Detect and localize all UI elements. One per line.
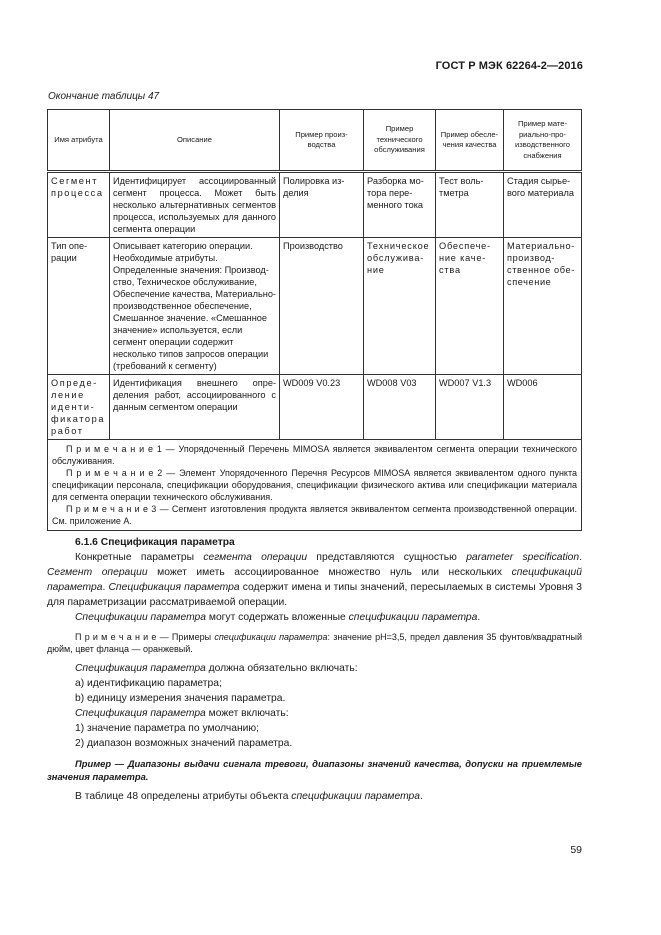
table-header-row <box>48 110 582 172</box>
cell-attribute-name: Определение идентификатора работ <box>48 375 110 440</box>
cell-attribute-name: Сегмент процесса <box>48 172 110 238</box>
col-header-description: Описание <box>110 110 280 172</box>
cell-description: Идентифицирует ассоциированный сегмент процесса. Может быть несколько альтернативных сегментов процесса, используемых для данного сегмента операции <box>110 172 280 238</box>
cell-description: Описывает категорию операции. Необходимые атрибуты. Определенные значения: Производство, Техническое обслуживание, Обеспечение качества, Материально-производственное обеспечение, Смешанное значение. «Смешанное значение» используется, если сегмент операции содержит несколько типов запросов операции (требований к сегменту) <box>110 238 280 375</box>
cell-attribute-name: Тип операции <box>48 238 110 375</box>
cell-maintenance: WD008 V03 <box>364 375 436 440</box>
table-row <box>48 172 582 238</box>
col-header-production-example: Пример производства <box>280 110 364 172</box>
col-header-attribute-name: Имя атрибута <box>48 110 110 172</box>
col-header-inventory-example: Пример материально-производственного снабжения <box>504 110 582 172</box>
table-row <box>48 238 582 375</box>
example-text: Пример — Диапазоны выдачи сигнала тревоги, диапазоны значений качества, допуски на приемлемые значения параметра. <box>47 758 582 782</box>
paragraph-4: Спецификация параметра может включать: <box>75 708 289 719</box>
attributes-table <box>47 109 582 531</box>
table-caption: Окончание таблицы 47 <box>48 91 160 102</box>
list-item: 2) диапазон возможных значений параметра. <box>75 738 293 749</box>
table-notes <box>48 440 582 531</box>
document-code: ГОСТ Р МЭК 62264-2—2016 <box>435 60 583 72</box>
note-1 <box>52 443 577 467</box>
section-parameter-specification <box>47 535 582 804</box>
paragraph-2: Спецификации параметра могут содержать вложенные спецификации параметра. <box>75 612 481 623</box>
cell-inventory: Стадия сырьевого материала <box>504 172 582 238</box>
note-text: — Элемент Упорядоченного Перечня Ресурсов MIMOSA является эквивалентом одного пункта спецификации персонала, спецификации оборудования, спецификации физического актива или спецификации материала для сегмента операции технического обслуживания. <box>52 468 577 502</box>
note-label: П р и м е ч а н и е 3 <box>66 504 157 514</box>
cell-production: Полировка изделия <box>280 172 364 238</box>
cell-quality: Обеспечение качества <box>436 238 504 375</box>
note-text: — Сегмент изготовления продукта является эквивалентом сегмента производственной операции. См. приложение А. <box>52 504 577 526</box>
section-heading: 6.1.6 Спецификация параметра <box>75 537 235 548</box>
col-header-quality-example: Пример обеслечения качества <box>436 110 504 172</box>
list-item: а) идентификацию параметра; <box>75 678 222 689</box>
paragraph-1: Конкретные параметры сегмента операции представляются сущностью parameter specification. Сегмент операции может иметь ассоциированное множество нуль или нескольких спецификаций параметра. Спецификация параметра содержит имена и типы значений, пересылаемых в системы Уровня 3 для параметризации рассматриваемой операции. <box>47 552 583 608</box>
cell-quality: WD007 V1.3 <box>436 375 504 440</box>
col-header-maintenance-example: Пример технического обслуживания <box>364 110 436 172</box>
note-label: П р и м е ч а н и е 2 <box>66 468 163 478</box>
cell-maintenance: Разборка мотора переменного тока <box>364 172 436 238</box>
note-label: П р и м е ч а н и е 1 <box>66 444 162 454</box>
cell-maintenance: Техническое обслуживание <box>364 238 436 375</box>
cell-inventory: Материально-производственное обеспечение <box>504 238 582 375</box>
note-2 <box>52 467 577 503</box>
cell-inventory: WD006 <box>504 375 582 440</box>
list-item: b) единицу измерения значения параметра. <box>75 693 286 704</box>
paragraph-3: Спецификация параметра должна обязательно включать: <box>75 663 358 674</box>
note-3 <box>52 503 577 527</box>
page-number: 59 <box>570 844 582 856</box>
note-examples: П р и м е ч а н и е — Примеры спецификации параметра: значение pH=3,5, предел давления 35 фунтов/квадратный дюйм, цвет фланца — оранжевый. <box>47 632 583 654</box>
cell-quality: Тест вольтметра <box>436 172 504 238</box>
cell-production: Производство <box>280 238 364 375</box>
note-text: — Упорядоченный Перечень MIMOSA является эквивалентом сегмента операции технического обслуживания. <box>52 444 577 466</box>
paragraph-5: В таблице 48 определены атрибуты объекта спецификации параметра. <box>75 791 423 802</box>
cell-description: Идентификация внешнего определения работ, ассоциированного с данным сегментом операции <box>110 375 280 440</box>
cell-production: WD009 V0.23 <box>280 375 364 440</box>
table-notes-row <box>48 440 582 531</box>
table-row <box>48 375 582 440</box>
list-item: 1) значение параметра по умолчанию; <box>75 723 259 734</box>
